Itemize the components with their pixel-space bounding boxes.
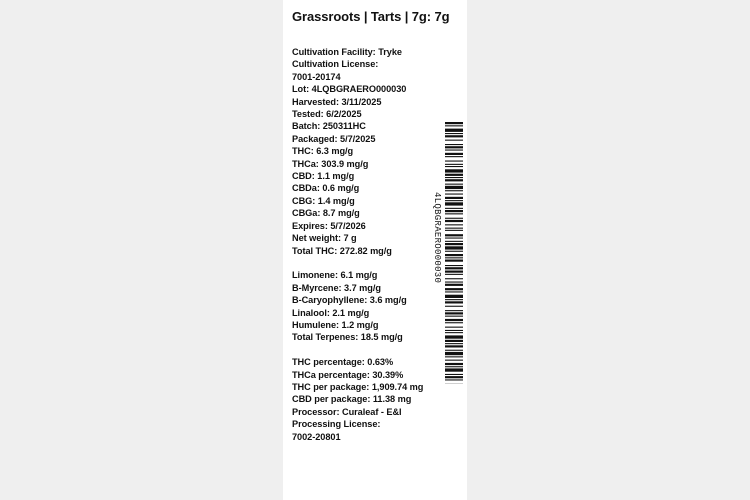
potency-processing-block: [292, 356, 442, 443]
barcode-bar: [445, 243, 463, 245]
batch-number: Batch: 250311HC: [292, 121, 366, 132]
cbd-value: CBD: 1.1 mg/g: [292, 171, 355, 182]
barcode-bar: [445, 230, 463, 231]
barcode-bar: [445, 169, 463, 172]
barcode-bar: [445, 350, 463, 351]
barcode-bar: [445, 251, 463, 252]
lot-number: Lot: 4LQBGRAERO000030: [292, 84, 407, 95]
barcode-bar: [445, 271, 463, 273]
barcode-bar: [445, 200, 463, 201]
barcode-bar: [445, 282, 463, 283]
barcode-bar: [445, 184, 463, 185]
cbda-value: CBDa: 0.6 mg/g: [292, 183, 360, 194]
barcode-bar: [445, 174, 463, 176]
barcode-bar: [445, 288, 463, 290]
caryophyllene-value: B-Caryophyllene: 3.6 mg/g: [292, 295, 407, 306]
barcode-bar: [445, 246, 463, 249]
barcode-bar: [445, 356, 463, 357]
processing-license-label: Processing License:: [292, 419, 381, 430]
barcode-bar: [445, 161, 463, 162]
barcode-bar: [445, 267, 463, 269]
barcode-bar: [445, 210, 463, 212]
barcode-bar: [445, 284, 463, 286]
barcode-bar: [445, 299, 463, 300]
barcode-bar: [445, 295, 463, 298]
barcode-bar: [445, 228, 463, 229]
barcode-bar: [445, 368, 463, 371]
tested-date: Tested: 6/2/2025: [292, 109, 362, 120]
barcode-bar: [445, 352, 463, 355]
barcode-bar: [445, 376, 463, 378]
thca-value: THCa: 303.9 mg/g: [292, 158, 369, 169]
barcode-bar: [445, 122, 463, 124]
cultivation-facility: Cultivation Facility: Tryke: [292, 47, 402, 57]
spacer: [292, 344, 442, 356]
spacer: [292, 257, 442, 269]
linalool-value: Linalool: 2.1 mg/g: [292, 307, 370, 318]
barcode-bar: [445, 310, 463, 311]
barcode-bar: [445, 164, 463, 165]
barcode-bar: [445, 156, 463, 157]
barcode-bar: [445, 224, 463, 225]
barcode-bar: [445, 363, 463, 365]
processing-license-number: 7002-20801: [292, 431, 341, 442]
barcode-bar: [445, 319, 463, 321]
cultivation-info-block: [292, 46, 442, 257]
thc-value: THC: 6.3 mg/g: [292, 146, 354, 157]
total-terpenes: Total Terpenes: 18.5 mg/g: [292, 332, 403, 343]
barcode-bar: [445, 179, 463, 181]
harvested-date: Harvested: 3/11/2025: [292, 96, 382, 107]
barcode-number: 4LQBGRAERO000030: [432, 192, 442, 284]
cbd-per-package: CBD per package: 11.38 mg: [292, 394, 412, 405]
barcode-bar: [445, 345, 463, 347]
barcode-bar: [445, 166, 463, 167]
barcode-bar: [445, 332, 463, 333]
barcode-bar: [445, 202, 463, 205]
barcode-bar: [445, 306, 463, 307]
barcode-bar: [445, 278, 463, 279]
barcode-bar: [445, 125, 463, 126]
barcode-bar: [445, 366, 463, 367]
barcode-bar: [445, 340, 463, 342]
barcode-bar: [445, 135, 463, 137]
cultivation-license-label: Cultivation License:: [292, 59, 379, 70]
barcode-bar: [445, 260, 463, 262]
barcode-bar: [445, 316, 463, 317]
barcode-bar: [445, 274, 463, 275]
label-info: [292, 46, 442, 443]
barcode-bar: [445, 144, 463, 145]
barcode-bar: [445, 374, 463, 375]
barcode-bar: [445, 301, 463, 303]
barcode-bar: [445, 208, 463, 209]
barcode-bar: [445, 343, 463, 344]
barcode: [445, 122, 463, 384]
humulene-value: Humulene: 1.2 mg/g: [292, 319, 379, 330]
barcode-bar: [445, 241, 463, 242]
barcode-bar: [445, 265, 463, 266]
barcode-bar: [445, 254, 463, 256]
barcode-bar: [445, 213, 463, 214]
processor: Processor: Curaleaf - E&I: [292, 406, 402, 417]
barcode-bar: [445, 291, 463, 292]
barcode-bar: [445, 330, 463, 331]
product-title: Grassroots | Tarts | 7g: 7g: [292, 9, 450, 24]
barcode-bar: [445, 220, 463, 222]
barcode-bar: [445, 322, 463, 323]
barcode-bar: [445, 129, 463, 132]
barcode-bar: [445, 312, 463, 314]
barcode-bar: [445, 257, 463, 258]
barcode-bar: [445, 335, 463, 338]
net-weight: Net weight: 7 g: [292, 233, 357, 244]
barcode-bar: [445, 150, 463, 151]
total-thc: Total THC: 272.82 mg/g: [292, 245, 392, 256]
barcode-bar: [445, 186, 463, 189]
barcode-bar: [445, 146, 463, 148]
myrcene-value: B-Myrcene: 3.7 mg/g: [292, 282, 381, 293]
barcode-bar: [445, 234, 463, 236]
thca-percentage: THCa percentage: 30.39%: [292, 369, 404, 380]
cbg-value: CBG: 1.4 mg/g: [292, 195, 355, 206]
cultivation-license-number: 7001-20174: [292, 71, 341, 82]
cbga-value: CBGa: 8.7 mg/g: [292, 208, 360, 219]
barcode-bar: [445, 177, 463, 178]
barcode-bar: [445, 194, 463, 195]
barcode-bar: [445, 238, 463, 239]
barcode-bar: [445, 153, 463, 155]
thc-percentage: THC percentage: 0.63%: [292, 357, 394, 368]
barcode-bar: [445, 360, 463, 361]
packaged-date: Packaged: 5/7/2025: [292, 133, 376, 144]
expires-date: Expires: 5/7/2026: [292, 220, 366, 231]
terpenes-block: [292, 269, 442, 343]
barcode-bar: [445, 140, 463, 141]
barcode-bar: [445, 133, 463, 134]
barcode-bar: [445, 197, 463, 199]
thc-per-package: THC per package: 1,909.74 mg: [292, 381, 424, 392]
barcode-bar: [445, 327, 463, 328]
barcode-bar: [445, 190, 463, 191]
barcode-bar: [445, 379, 463, 380]
barcode-bar: [445, 218, 463, 219]
product-label: [283, 0, 467, 500]
limonene-value: Limonene: 6.1 mg/g: [292, 270, 378, 281]
